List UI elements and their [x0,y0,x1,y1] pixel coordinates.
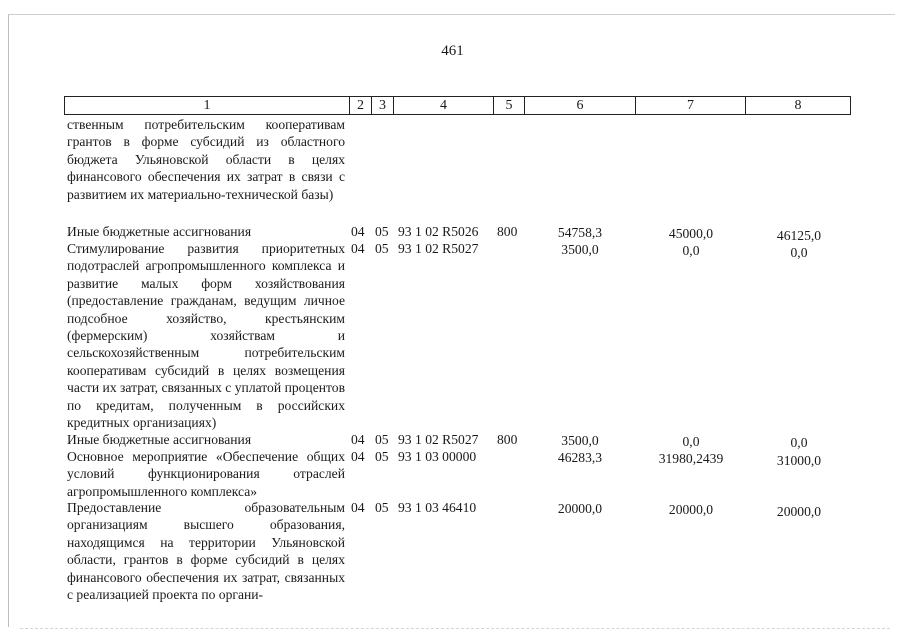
scan-edge-line [20,628,890,629]
row-value-col6: 54758,3 [557,225,603,240]
row-value-col8: 31000,0 [776,453,822,468]
row-value-col6: 20000,0 [557,501,603,516]
row-code-section: 04 [351,432,365,447]
row-code-subsection: 05 [375,432,389,447]
row-value-col7: 0,0 [682,243,700,258]
row-code-subsection: 05 [375,449,389,464]
row-code-target: 93 1 02 R5026 [398,224,479,239]
row-value-col7: 31980,2439 [658,451,724,466]
header-col-6: 6 [525,97,636,114]
table-header [64,96,851,115]
row-code-target: 93 1 03 46410 [398,500,477,515]
row-code-section: 04 [351,449,365,464]
row-code-subsection: 05 [375,241,389,256]
row-value-col6: 3500,0 [561,242,599,257]
row-description: Предоставление образовательным организациям высшего образования, находящимся на территории Ульяновской области, грантов в форме субсидий в целях финансового обеспечения их затрат, связанных с реализацией проекта по органи- [67,500,345,603]
row-code-expense-type: 800 [497,432,518,447]
row-description: ственным потребительским кооперативам грантов в форме субсидий из областного бюджета Ульяновской области в целях финансового обеспечения их затрат в связи с развитием их материально-технической базы) [67,117,345,202]
row-code-section: 04 [351,500,365,515]
row-code-expense-type: 800 [497,224,518,239]
row-description: Иные бюджетные ассигнования [67,224,252,239]
header-col-8: 8 [794,98,802,113]
header-col-4: 4 [394,97,494,114]
header-col-3: 3 [372,97,394,114]
row-description: Иные бюджетные ассигнования [67,432,252,447]
row-code-target: 93 1 02 R5027 [398,241,479,256]
row-value-col6: 3500,0 [561,433,599,448]
header-col-7: 7 [636,97,746,114]
row-code-section: 04 [351,241,365,256]
row-value-col8: 0,0 [790,245,808,260]
row-description: Основное мероприятие «Обеспечение общих условий функционирования отраслей агропромышленного комплекса» [67,449,345,499]
row-value-col7: 20000,0 [668,502,714,517]
row-description: Стимулирование развития приоритетных подотраслей агропромышленного комплекса и развитие малых форм хозяйствования (предоставление гражданам, ведущим личное подсобное хозяйство, крестьянским (фермерским) хозяйствам и сельскохозяйственным потребительским кооперативам субсидий в целях возмещения части их затрат, связанных с уплатой процентов по кредитам, полученным в российских кредитных организациях) [67,241,345,431]
row-value-col7: 0,0 [682,434,700,449]
page-number: 461 [441,43,464,59]
row-value-col8: 46125,0 [776,228,822,243]
row-code-target: 93 1 02 R5027 [398,432,479,447]
header-col-1: 1 [65,97,350,114]
row-code-section: 04 [351,224,365,239]
row-value-col8: 20000,0 [776,504,822,519]
row-code-subsection: 05 [375,500,389,515]
row-value-col8: 0,0 [790,435,808,450]
header-col-2: 2 [350,97,372,114]
header-col-5: 5 [494,97,525,114]
row-code-subsection: 05 [375,224,389,239]
row-value-col7: 45000,0 [668,226,714,241]
row-code-target: 93 1 03 00000 [398,449,477,464]
row-value-col6: 46283,3 [557,450,603,465]
